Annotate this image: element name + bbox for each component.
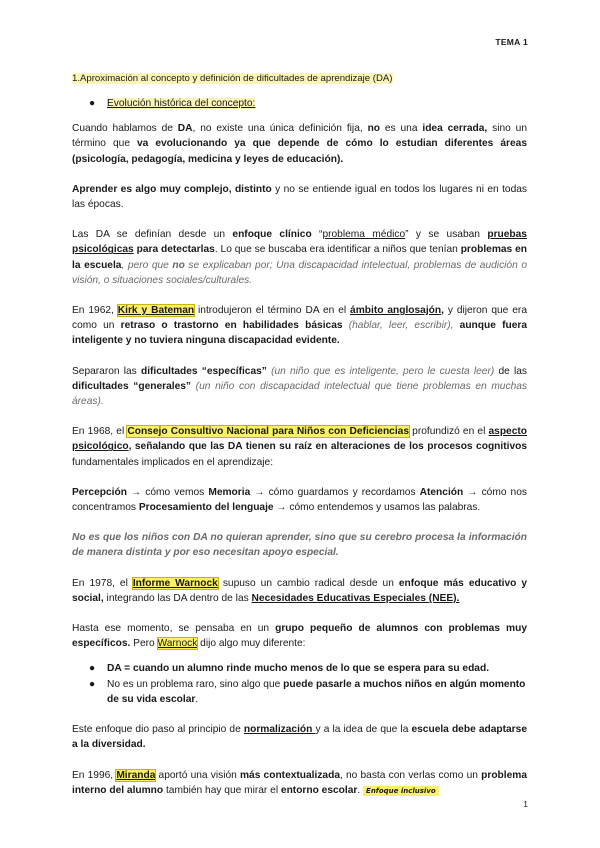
paragraph-1968: En 1968, el Consejo Consultivo Nacional para Niños con Deficiencias profundizó en el aspecto psicológico, señalando que las DA tienen su raíz en alteraciones de los procesos cognitivos fundamentales implicados en el aprendizaje: bbox=[72, 426, 528, 468]
paragraph-1996: En 1996, Miranda aportó una visión más contextualizada, no basta con verlas como un problema interno del alumno también hay que mirar el entorno escolar. Enfoque inclusivo bbox=[72, 769, 527, 796]
page-number: 1 bbox=[523, 799, 528, 809]
paragraph-complex: Aprender es algo muy complejo, distinto y no se entiende igual en todos los lugares ni en todas las épocas. bbox=[72, 183, 527, 211]
content bbox=[72, 72, 527, 799]
paragraph-specific-general: Separaron las dificultades “específicas” (un niño que es inteligente, pero le cuesta leer) de las dificultades “generales” (un niño con discapacidad intelectual que tiene problemas en muchas áreas). bbox=[72, 365, 527, 408]
paragraph-clinical: Las DA se definían desde un enfoque clínico “problema médico” y se usaban pruebas psicológicas para detectarlas. Lo que se buscaba era identificar a niños que tenían problemas en la escuela, pero que no se explicaban por; Una discapacidad intelectual, problemas de audición o visión, o situaciones sociales/culturales. bbox=[72, 229, 527, 286]
subsection-bullet: ● Evolución histórica del concepto: bbox=[89, 98, 256, 109]
paragraph-1978: En 1978, el Informe Warnock supuso un cambio radical desde un enfoque más educativo y social, integrando las DA dentro de las Necesidades Educativas Especiales (NEE). bbox=[72, 577, 528, 604]
paragraph-normalization: Este enfoque dio paso al principio de normalización y a la idea de que la escuela debe adaptarse a la diversidad. bbox=[72, 724, 527, 751]
bullet-common-problem: ● No es un problema raro, sino algo que puede pasarle a muchos niños en algún momento de su vida escolar. bbox=[89, 678, 526, 705]
section-title: 1.Aproximación al concepto y definición de dificultades de aprendizaje (DA) bbox=[72, 73, 393, 84]
bullet-da-definition: ● DA = cuando un alumno rinde mucho menos de lo que se espera para su edad. bbox=[89, 663, 490, 675]
paragraph-definition: Cuando hablamos de DA, no existe una única definición fija, no es una idea cerrada, sino un término que va evolucionando ya que depende de cómo lo estudian diferentes áreas (psicología, pedagogía, medicina y leyes de educación). bbox=[72, 123, 528, 165]
paragraph-1962: En 1962, Kirk y Bateman introdujeron el término DA en el ámbito anglosajón, y dijeron que era como un retraso o trastorno en habilidades básicas (hablar, leer, escribir), aunque fuera inteligente y no tuviera ninguna discapacidad evidente. bbox=[72, 305, 528, 347]
page-header: TEMA 1 bbox=[495, 37, 528, 47]
paragraph-conclusion: No es que los niños con DA no quieran aprender, sino que su cerebro procesa la información de manera distinta y por eso necesitan apoyo especial. bbox=[72, 532, 527, 559]
handwritten-note: Enfoque inclusivo bbox=[363, 786, 439, 796]
paragraph-warnock: Hasta ese momento, se pensaba en un grupo pequeño de alumnos con problemas muy específicos. Pero Warnock dijo algo muy diferente: bbox=[72, 623, 527, 650]
paragraph-cognitive-processes: Percepción → cómo vemos Memoria → cómo guardamos y recordamos Atención → cómo nos concentramos Procesamiento del lenguaje → cómo entendemos y usamos las palabras. bbox=[72, 486, 527, 514]
